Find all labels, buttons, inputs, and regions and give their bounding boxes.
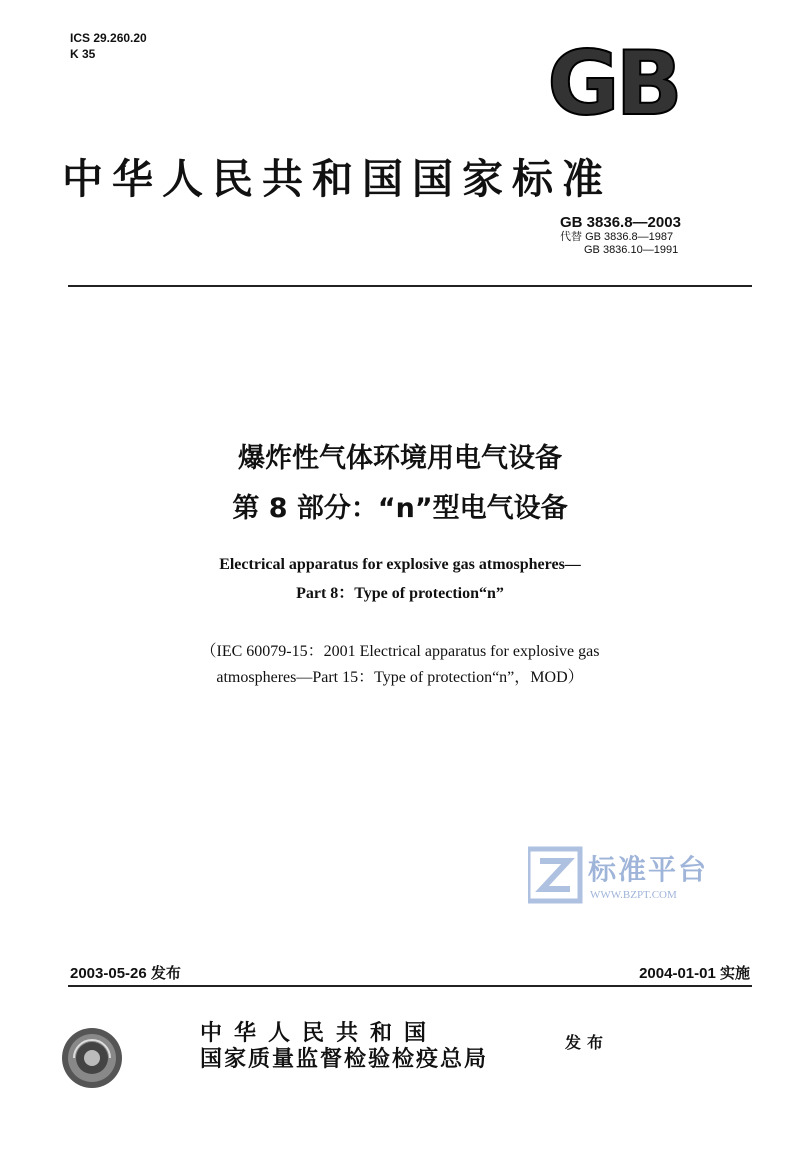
watermark-url: WWW.BZPT.COM	[590, 889, 677, 901]
issuer-line-1: 中华人民共和国	[200, 1021, 439, 1046]
chinese-title-line-2: 第 8 部分：“n”型电气设备	[232, 493, 568, 524]
standard-number: GB 3836.8—2003	[560, 214, 681, 231]
ics-code: ICS 29.260.20	[70, 31, 147, 45]
publish-date: 2003-05-26 发布	[70, 965, 181, 982]
standard-number-block	[560, 214, 750, 257]
national-emblem-seal-icon	[60, 1026, 124, 1090]
footer-divider	[68, 985, 752, 987]
gb-logo-text: GB	[547, 38, 679, 124]
iec-reference-line-1: （IEC 60079-15：2001 Electrical apparatus for explosive gas	[200, 643, 600, 660]
header-divider	[68, 285, 752, 287]
gb-logo	[528, 38, 698, 124]
issuer-line-2: 国家质量监督检验检疫总局	[200, 1047, 489, 1072]
classification-codes	[70, 30, 147, 62]
chinese-title-line-1: 爆炸性气体环境用电气设备	[238, 443, 562, 474]
k-code: K 35	[70, 47, 96, 61]
replaces-standard-2: GB 3836.10—1991	[584, 244, 679, 256]
issued-label: 发布	[565, 1033, 610, 1052]
english-title-line-2: Part 8：Type of protection“n”	[296, 585, 504, 602]
replaces-label: 代替	[560, 231, 582, 243]
standard-type-title: 中华人民共和国国家标准	[62, 155, 612, 203]
iec-reference-line-2: atmospheres—Part 15：Type of protection“n”，MOD）	[216, 669, 584, 686]
replaces-standard-1: GB 3836.8—1987	[585, 231, 674, 243]
watermark-text: 标准平台	[588, 853, 709, 886]
english-title-line-1: Electrical apparatus for explosive gas atmospheres—	[219, 556, 581, 573]
replaces-line-1	[560, 231, 750, 244]
implement-date: 2004-01-01 实施	[639, 965, 750, 982]
